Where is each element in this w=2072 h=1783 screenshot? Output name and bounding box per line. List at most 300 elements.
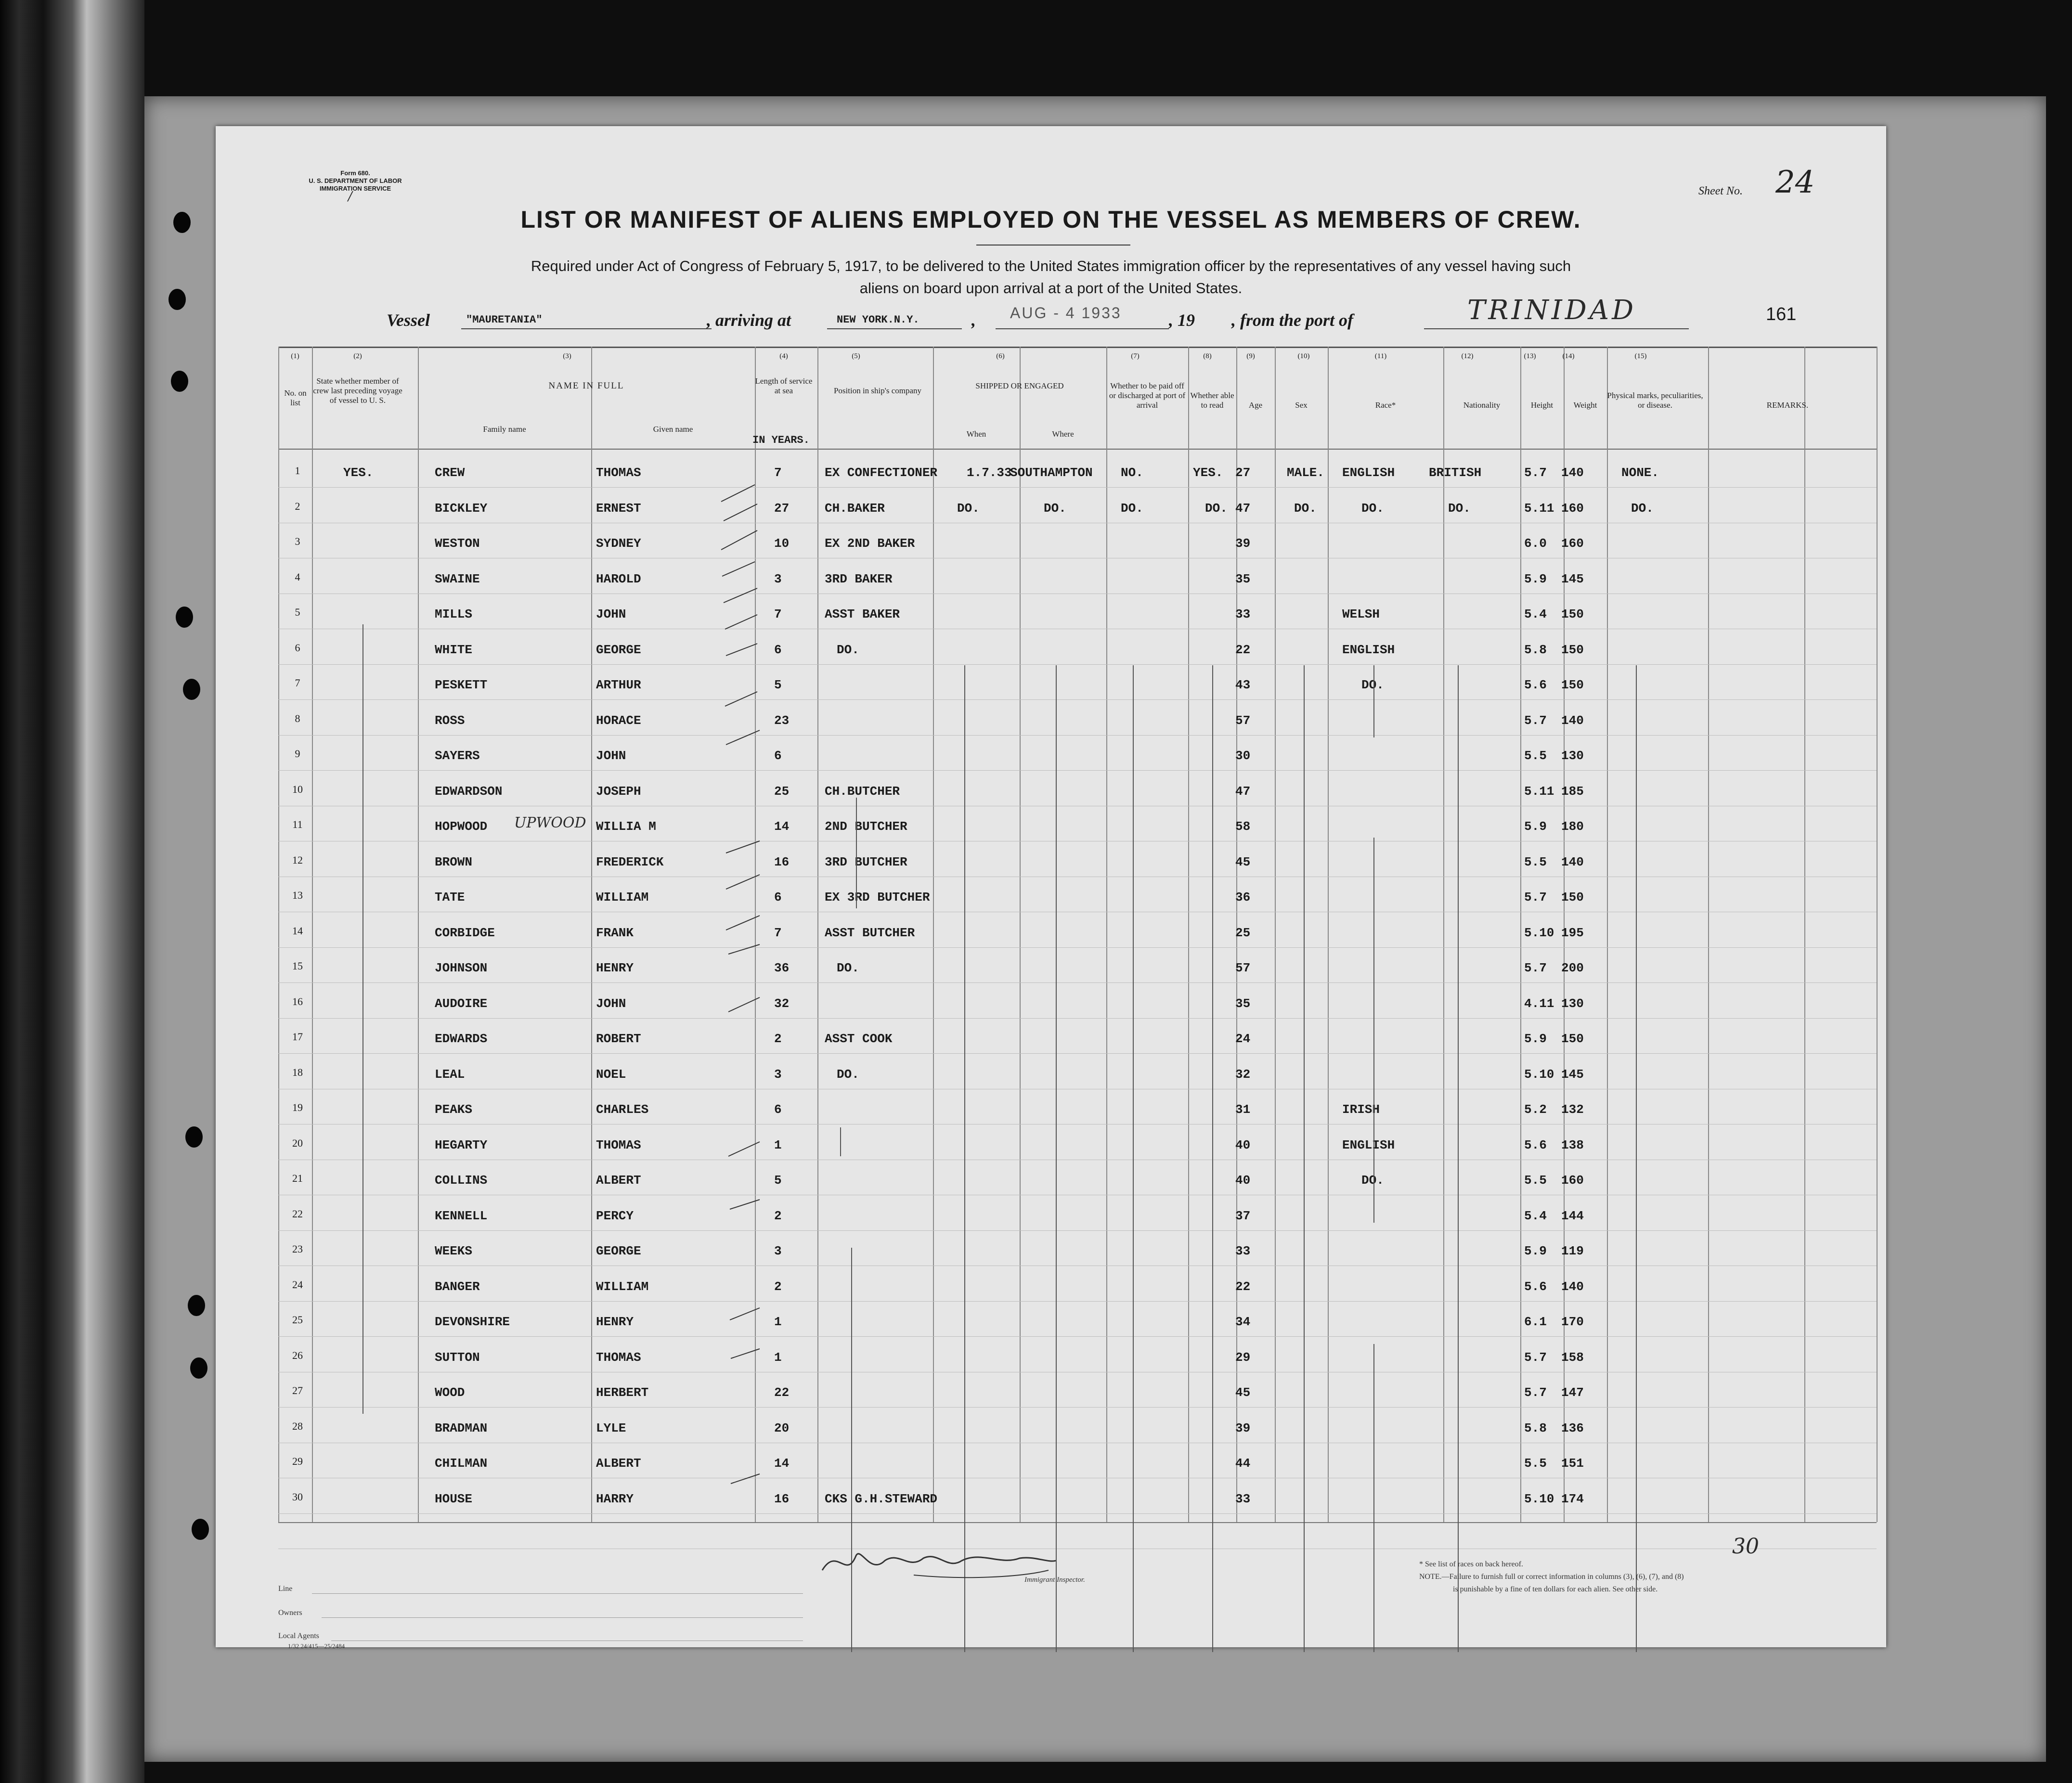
header-when: When (966, 429, 986, 439)
age: 34 (1235, 1315, 1251, 1329)
years-of-service: 14 (774, 819, 790, 834)
given-name: WILLIAM (596, 890, 649, 904)
column-number: (9) (1246, 352, 1255, 360)
family-name: COLLINS (435, 1173, 488, 1188)
physical-marks: NONE. (1621, 465, 1659, 480)
shipped-when: DO. (957, 501, 980, 516)
nationality: DO. (1448, 501, 1471, 516)
column-number: (3) (563, 352, 571, 360)
row-number: 15 (292, 960, 303, 972)
height: 5.9 (1524, 571, 1547, 586)
header-shipped-or-engaged: SHIPPED OR ENGAGED (975, 381, 1064, 390)
age: 35 (1235, 996, 1251, 1011)
height: 5.6 (1524, 1137, 1547, 1152)
years-of-service: 3 (774, 571, 782, 586)
print-code: 1/32 24/415—25/2484 (288, 1642, 345, 1650)
family-name: PESKETT (435, 678, 488, 692)
from-port-underline (1424, 328, 1689, 329)
binder-hole (188, 1295, 205, 1316)
years-of-service: 14 (774, 1456, 790, 1471)
family-name: WEEKS (435, 1244, 473, 1258)
weight: 170 (1561, 1315, 1584, 1329)
age: 45 (1235, 854, 1251, 869)
date-stamp: AUG - 4 1933 (1010, 304, 1122, 322)
row-rule (278, 770, 1877, 771)
inspector-signature (817, 1537, 1058, 1589)
age: 32 (1235, 1067, 1251, 1082)
weight: 150 (1561, 1032, 1584, 1046)
age: 40 (1235, 1137, 1251, 1152)
weight: 136 (1561, 1421, 1584, 1435)
position: CH.BAKER (825, 501, 885, 516)
row-rule (278, 982, 1877, 983)
age: 44 (1235, 1456, 1251, 1471)
row-rule (278, 1018, 1877, 1019)
page-number: 161 (1766, 304, 1797, 324)
binder-hole (173, 212, 191, 233)
weight: 200 (1561, 961, 1584, 975)
inspector-label: Immigrant Inspector. (1024, 1576, 1085, 1584)
years-of-service: 3 (774, 1244, 782, 1258)
footer-line-label: Line (278, 1585, 293, 1593)
weight: 150 (1561, 642, 1584, 657)
tally-marks (712, 458, 779, 1662)
row-rule (278, 1230, 1877, 1231)
height: 5.2 (1524, 1102, 1547, 1117)
row-number: 27 (292, 1384, 303, 1396)
family-name: SUTTON (435, 1350, 480, 1365)
years-of-service: 25 (774, 784, 790, 799)
column-number: (2) (353, 352, 362, 360)
age: 43 (1235, 678, 1251, 692)
row-number: 18 (292, 1066, 303, 1078)
row-number: 8 (295, 712, 300, 724)
weight: 158 (1561, 1350, 1584, 1365)
arrival-port: NEW YORK.N.Y. (837, 314, 919, 326)
years-of-service: 23 (774, 713, 790, 728)
height: 4.11 (1524, 996, 1554, 1011)
age: 30 (1235, 749, 1251, 763)
binder-hole (185, 1126, 203, 1148)
row-number: 25 (292, 1314, 303, 1326)
family-name: BROWN (435, 854, 473, 869)
weight: 145 (1561, 571, 1584, 586)
race: DO. (1361, 501, 1384, 516)
ditto-line-sex (1304, 665, 1305, 1652)
family-name: EDWARDS (435, 1032, 488, 1046)
column-number: (12) (1461, 352, 1474, 360)
row-number: 19 (292, 1101, 303, 1113)
given-name: FRANK (596, 925, 634, 940)
height: 5.11 (1524, 784, 1554, 799)
row-rule (278, 735, 1877, 736)
position: ASST COOK (825, 1032, 893, 1046)
family-name: LEAL (435, 1067, 465, 1082)
header-able-to-read: Whether able to read (1190, 391, 1234, 410)
height: 5.6 (1524, 678, 1547, 692)
race: ENGLISH (1342, 465, 1395, 480)
given-name: ERNEST (596, 501, 641, 516)
height: 5.9 (1524, 1244, 1547, 1258)
footer-owners-rule (322, 1617, 803, 1618)
age: 31 (1235, 1102, 1251, 1117)
row-number: 14 (292, 924, 303, 937)
height: 5.4 (1524, 1208, 1547, 1223)
age: 39 (1235, 536, 1251, 551)
crew-state: YES. (343, 465, 374, 480)
height: 5.10 (1524, 1491, 1554, 1506)
given-name: ALBERT (596, 1456, 641, 1471)
shipped-where: DO. (1044, 501, 1066, 516)
weight: 145 (1561, 1067, 1584, 1082)
ditto-line-race (1373, 665, 1374, 737)
name-correction: UPWOOD (514, 814, 586, 831)
height: 5.7 (1524, 890, 1547, 904)
comma: , (971, 310, 976, 330)
given-name: WILLIAM (596, 1279, 649, 1294)
age: 22 (1235, 1279, 1251, 1294)
position: EX 3RD BUTCHER (825, 890, 930, 904)
years-of-service: 2 (774, 1208, 782, 1223)
position: EX 2ND BAKER (825, 536, 915, 551)
family-name: BICKLEY (435, 501, 488, 516)
manifest-sheet (216, 126, 1886, 1650)
header-physical-marks: Physical marks, peculiarities, or disease. (1607, 391, 1703, 410)
port-underline (827, 328, 962, 329)
years-of-service: 7 (774, 925, 782, 940)
row-number: 28 (292, 1420, 303, 1432)
years-of-service: 6 (774, 749, 782, 763)
row-number: 21 (292, 1172, 303, 1184)
row-number: 13 (292, 889, 303, 901)
header-length-of-service: Length of service at sea (755, 376, 813, 395)
length-units: IN YEARS. (752, 434, 810, 446)
age: 22 (1235, 642, 1251, 657)
age: 25 (1235, 925, 1251, 940)
years-of-service: 20 (774, 1421, 790, 1435)
given-name: NOEL (596, 1067, 626, 1082)
height: 5.7 (1524, 1385, 1547, 1400)
years-of-service: 16 (774, 1491, 790, 1506)
row-number: 9 (295, 748, 300, 760)
years-of-service: 7 (774, 465, 782, 480)
from-port: TRINIDAD (1467, 295, 1636, 326)
given-name: JOHN (596, 996, 626, 1011)
date-underline (996, 328, 1169, 329)
column-number: (5) (852, 352, 860, 360)
row-rule (278, 1336, 1877, 1337)
sex: MALE. (1287, 465, 1325, 480)
family-name: CHILMAN (435, 1456, 488, 1471)
weight: 195 (1561, 925, 1584, 940)
weight: 160 (1561, 501, 1584, 516)
header-crew-state: State whether member of crew last preceding voyage of vessel to U. S. (313, 376, 402, 405)
table-top-rule (278, 347, 1877, 348)
height: 5.7 (1524, 465, 1547, 480)
header-sex: Sex (1295, 401, 1308, 410)
column-number: (14) (1562, 352, 1575, 360)
given-name: HENRY (596, 1315, 634, 1329)
height: 5.10 (1524, 1067, 1554, 1082)
weight: 140 (1561, 854, 1584, 869)
family-name: HEGARTY (435, 1137, 488, 1152)
height: 5.8 (1524, 642, 1547, 657)
row-number: 10 (292, 783, 303, 795)
column-number: (8) (1203, 352, 1212, 360)
age: 35 (1235, 571, 1251, 586)
binder-hole (176, 607, 193, 628)
position: ASST BAKER (825, 607, 900, 621)
weight: 138 (1561, 1137, 1584, 1152)
race: DO. (1361, 1173, 1384, 1188)
binder-hole (183, 679, 200, 700)
weight: 140 (1561, 1279, 1584, 1294)
row-number: 26 (292, 1349, 303, 1361)
column-number: (10) (1297, 352, 1310, 360)
age: 27 (1235, 465, 1251, 480)
row-number: 12 (292, 853, 303, 866)
years-of-service: 10 (774, 536, 790, 551)
family-name: AUDOIRE (435, 996, 488, 1011)
family-name: DEVONSHIRE (435, 1315, 510, 1329)
row-number: 22 (292, 1207, 303, 1220)
family-name: WOOD (435, 1385, 465, 1400)
family-name: HOPWOOD (435, 819, 488, 834)
family-name: MILLS (435, 607, 473, 621)
row-number: 11 (292, 818, 303, 830)
row-rule (278, 1513, 1877, 1514)
years-of-service: 1 (774, 1350, 782, 1365)
binder-hole (190, 1357, 207, 1379)
weight: 174 (1561, 1491, 1584, 1506)
arriving-label: , arriving at (707, 310, 791, 330)
given-name: LYLE (596, 1421, 626, 1435)
header-remarks: REMARKS. (1766, 401, 1809, 410)
sheet-number-value: 24 (1775, 165, 1815, 200)
given-name: SYDNEY (596, 536, 641, 551)
family-name: CORBIDGE (435, 925, 495, 940)
requirement-line: Required under Act of Congress of February 5, 1917, to be delivered to the United States immigration officer by the representatives of any vessel having such (531, 258, 1571, 274)
weight: 140 (1561, 713, 1584, 728)
position: DO. (837, 961, 859, 975)
given-name: GEORGE (596, 642, 641, 657)
position: 3RD BUTCHER (825, 854, 907, 869)
document-title: LIST OR MANIFEST OF ALIENS EMPLOYED ON THE VESSEL AS MEMBERS OF CREW. (520, 206, 1581, 233)
requirement-line: aliens on board upon arrival at a port of the United States. (859, 280, 1243, 297)
row-number: 29 (292, 1455, 303, 1467)
position: 2ND BUTCHER (825, 819, 907, 834)
family-name: BANGER (435, 1279, 480, 1294)
weight: 130 (1561, 996, 1584, 1011)
header-position: Position in ship's company (833, 386, 922, 395)
age: 47 (1235, 784, 1251, 799)
row-number: 5 (295, 606, 300, 618)
weight: 144 (1561, 1208, 1584, 1223)
ditto-line-race (1373, 1344, 1374, 1652)
given-name: THOMAS (596, 1137, 641, 1152)
row-number: 30 (292, 1490, 303, 1503)
year-label: , 19 (1169, 310, 1195, 330)
column-number: (13) (1524, 352, 1536, 360)
row-rule (278, 947, 1877, 948)
form-number: Form 680. (340, 169, 370, 177)
header-family-name: Family name (483, 425, 526, 434)
weight: 180 (1561, 819, 1584, 834)
age: 29 (1235, 1350, 1251, 1365)
age: 33 (1235, 607, 1251, 621)
race: ENGLISH (1342, 642, 1395, 657)
paid-off: NO. (1121, 465, 1143, 480)
ditto-line-when (964, 665, 965, 1652)
department: U. S. DEPARTMENT OF LABOR (309, 177, 402, 184)
years-of-service: 32 (774, 996, 790, 1011)
binder-strip (0, 0, 144, 1783)
row-rule (278, 487, 1877, 488)
height: 5.6 (1524, 1279, 1547, 1294)
race: WELSH (1342, 607, 1380, 621)
years-of-service: 22 (774, 1385, 790, 1400)
footer-agents-label: Local Agents (278, 1632, 319, 1640)
header-age: Age (1248, 401, 1263, 410)
age: 57 (1235, 713, 1251, 728)
row-number: 4 (295, 570, 300, 583)
weight: 147 (1561, 1385, 1584, 1400)
ditto-line-paid (1133, 665, 1134, 1652)
able-to-read: YES. (1193, 465, 1223, 480)
requirement-text (360, 255, 1742, 299)
height: 5.7 (1524, 961, 1547, 975)
row-number: 3 (295, 535, 300, 547)
footer-owners-label: Owners (278, 1609, 302, 1617)
shipped-when: 1.7.33 (967, 465, 1012, 480)
note-penalty: NOTE.—Failure to furnish full or correct information in columns (3), (6), (7), and (8) (1419, 1573, 1684, 1581)
years-of-service: 2 (774, 1279, 782, 1294)
binder-hole (192, 1519, 209, 1540)
years-of-service: 36 (774, 961, 790, 975)
physical-marks: DO. (1631, 501, 1654, 516)
years-of-service: 5 (774, 678, 782, 692)
weight: 150 (1561, 678, 1584, 692)
given-name: HAROLD (596, 571, 641, 586)
ditto-line-read (1212, 665, 1213, 1652)
height: 5.9 (1524, 1032, 1547, 1046)
years-of-service: 5 (774, 1173, 782, 1188)
given-name: FREDERICK (596, 854, 664, 869)
age: 40 (1235, 1173, 1251, 1188)
header-height: Height (1530, 401, 1554, 410)
note-penalty-cont: is punishable by a fine of ten dollars for each alien. See other side. (1453, 1585, 1658, 1593)
column-number: (1) (291, 352, 299, 360)
able-to-read: DO. (1205, 501, 1228, 516)
given-name: JOHN (596, 607, 626, 621)
column-number: (6) (996, 352, 1005, 360)
years-of-service: 7 (774, 607, 782, 621)
years-of-service: 6 (774, 642, 782, 657)
header-race: Race* (1375, 401, 1396, 410)
given-name: HENRY (596, 961, 634, 975)
header-weight: Weight (1573, 401, 1597, 410)
given-name: GEORGE (596, 1244, 641, 1258)
header-name-in-full: NAME IN FULL (548, 381, 624, 391)
weight: 151 (1561, 1456, 1584, 1471)
age: 33 (1235, 1244, 1251, 1258)
row-rule (278, 699, 1877, 700)
ditto-line-physical (1636, 665, 1637, 1652)
family-name: SAYERS (435, 749, 480, 763)
height: 5.10 (1524, 925, 1554, 940)
given-name: ALBERT (596, 1173, 641, 1188)
age: 36 (1235, 890, 1251, 904)
vessel-label: Vessel (387, 310, 430, 330)
given-name: PERCY (596, 1208, 634, 1223)
given-name: WILLIA M (596, 819, 656, 834)
given-name: JOSEPH (596, 784, 641, 799)
row-number: 1 (295, 465, 300, 477)
family-name: CREW (435, 465, 465, 480)
family-name: EDWARDSON (435, 784, 503, 799)
family-name: SWAINE (435, 571, 480, 586)
row-number: 17 (292, 1031, 303, 1043)
position: DO. (837, 642, 859, 657)
height: 5.5 (1524, 1173, 1547, 1188)
age: 57 (1235, 961, 1251, 975)
height: 5.11 (1524, 501, 1554, 516)
family-name: BRADMAN (435, 1421, 488, 1435)
shipped-where: SOUTHAMPTON (1010, 465, 1093, 480)
height: 5.7 (1524, 1350, 1547, 1365)
ditto-line-nationality (1458, 665, 1459, 1652)
row-rule (278, 1053, 1877, 1054)
given-name: ARTHUR (596, 678, 641, 692)
ditto-line-position (851, 1248, 852, 1652)
row-number: 16 (292, 995, 303, 1008)
race: DO. (1361, 678, 1384, 692)
given-name: HERBERT (596, 1385, 649, 1400)
years-of-service: 2 (774, 1032, 782, 1046)
position: DO. (837, 1067, 859, 1082)
ditto-line-where (1056, 665, 1057, 1652)
family-name: TATE (435, 890, 465, 904)
family-name: ROSS (435, 713, 465, 728)
sheet-number-label: Sheet No. (1698, 185, 1743, 197)
position: 3RD BAKER (825, 571, 893, 586)
height: 5.8 (1524, 1421, 1547, 1435)
given-name: JOHN (596, 749, 626, 763)
header-paid-off: Whether to be paid off or discharged at port of arrival (1109, 381, 1186, 410)
weight: 150 (1561, 890, 1584, 904)
header-no-on-list: No. on list (284, 388, 307, 407)
years-of-service: 6 (774, 1102, 782, 1117)
age: 47 (1235, 501, 1251, 516)
race: ENGLISH (1342, 1137, 1395, 1152)
column-number: (4) (779, 352, 788, 360)
form-mark: / (348, 189, 352, 204)
weight: 160 (1561, 1173, 1584, 1188)
note-races: * See list of races on back hereof. (1419, 1560, 1523, 1568)
weight: 150 (1561, 607, 1584, 621)
years-of-service: 1 (774, 1137, 782, 1152)
row-number: 7 (295, 677, 300, 689)
table-header-rule (278, 449, 1877, 450)
age: 37 (1235, 1208, 1251, 1223)
race: IRISH (1342, 1102, 1380, 1117)
total-mark: 30 (1732, 1534, 1759, 1559)
row-number: 23 (292, 1243, 303, 1255)
height: 5.9 (1524, 819, 1547, 834)
column-separator (1877, 347, 1878, 1522)
age: 39 (1235, 1421, 1251, 1435)
binder-hole (168, 289, 186, 310)
